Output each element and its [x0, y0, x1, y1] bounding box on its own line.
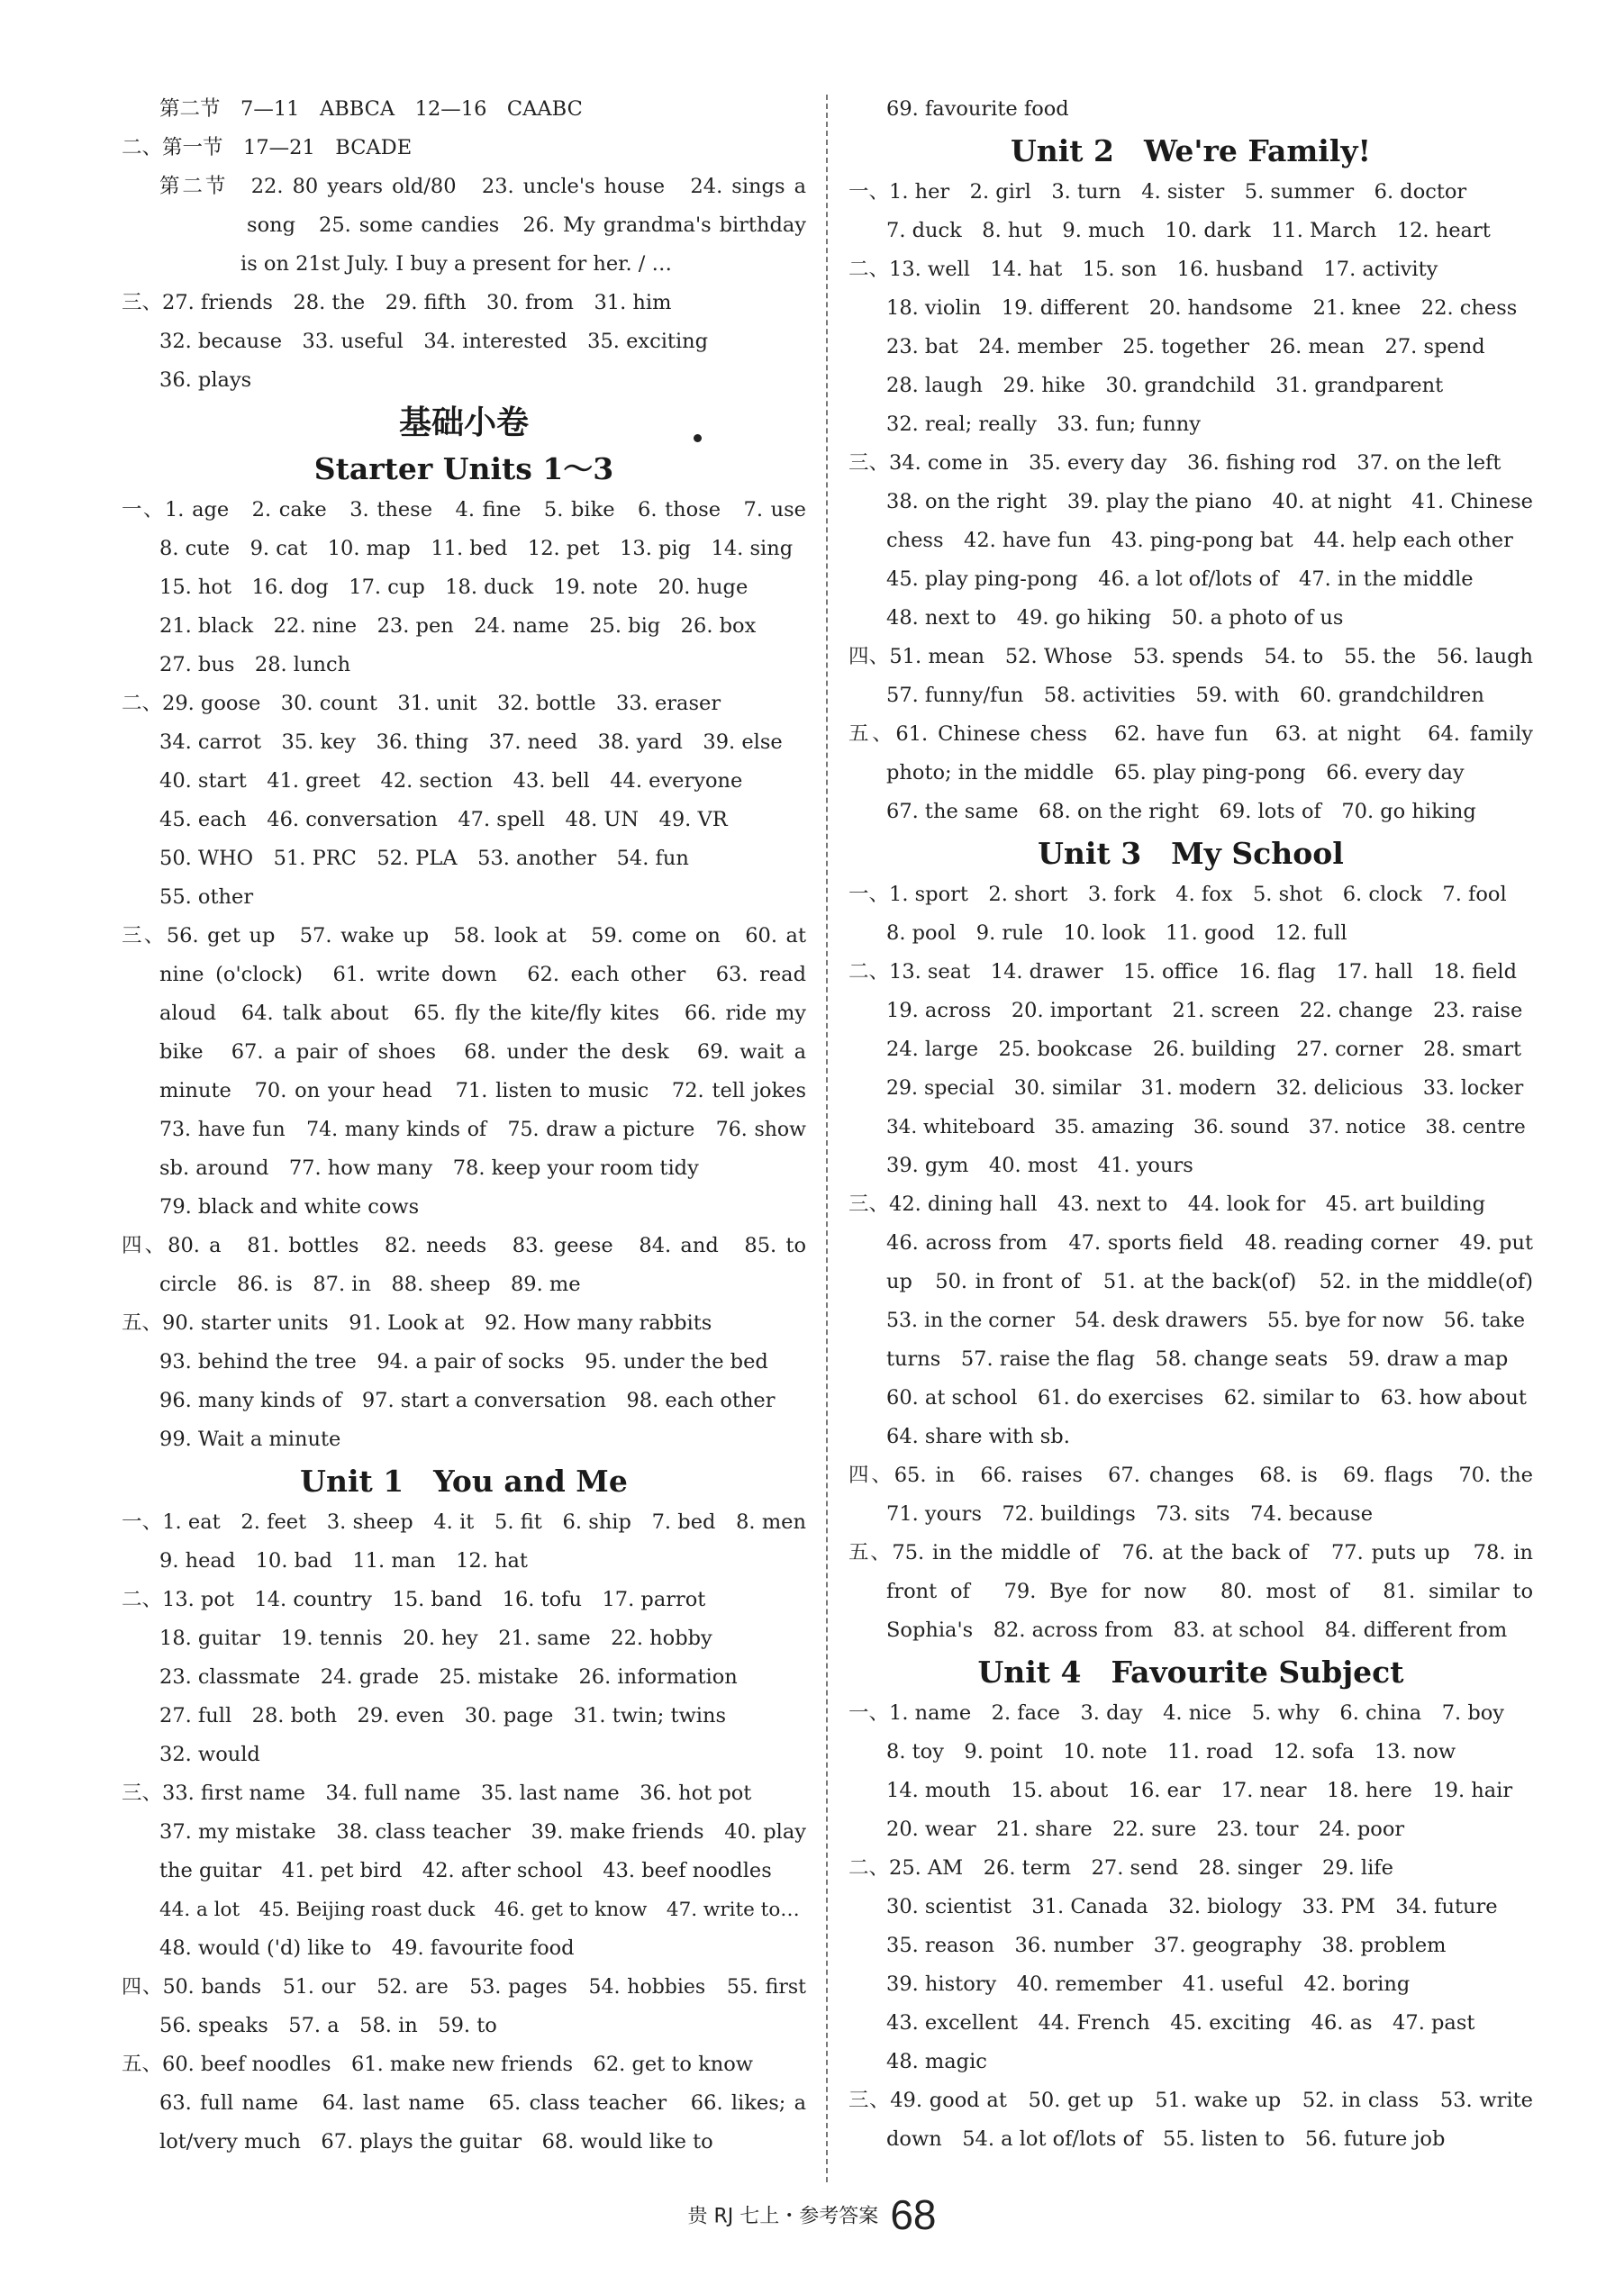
answer-line: 34. whiteboard 35. amazing 36. sound 37. notice 38. centre [886, 1116, 1526, 1138]
answer-line: 二、25. AM 26. term 27. send 28. singer 29. life [848, 1856, 1393, 1880]
answer-line: 二、13. well 14. hat 15. son 16. husband 17. activity [848, 258, 1438, 281]
answer-line: 64. share with sb. [886, 1425, 1070, 1448]
column-divider [826, 95, 828, 2182]
answer-line: 39. history 40. remember 41. useful 42. boring [886, 1972, 1411, 1996]
answer-line: 21. black 22. nine 23. pen 24. name 25. big 26. box [159, 614, 757, 638]
decorative-dot [694, 434, 702, 442]
answer-line: 五、90. starter units 91. Look at 92. How many rabbits [122, 1311, 712, 1335]
answer-line: the guitar 41. pet bird 42. after school 43. beef noodles [159, 1859, 772, 1882]
answer-line: 三、33. first name 34. full name 35. last name 36. hot pot [122, 1782, 752, 1805]
answer-line: 45. each 46. conversation 47. spell 48. UN 49. VR [159, 808, 728, 831]
section-heading: 基础小卷 [398, 404, 529, 441]
answer-line: down 54. a lot of/lots of 55. listen to 56. future job [886, 2127, 1446, 2151]
answer-line: minute 70. on your head 71. listen to music 72. tell jokes [159, 1079, 806, 1102]
answer-line: 48. would ('d) like to 49. favourite food [159, 1936, 575, 1960]
answer-line: 一、1. eat 2. feet 3. sheep 4. it 5. fit 6. ship 7. bed 8. men [122, 1510, 806, 1534]
answer-line: 30. scientist 31. Canada 32. biology 33. PM 34. future [886, 1895, 1498, 1918]
answer-line: 14. mouth 15. about 16. ear 17. near 18. here 19. hair [886, 1779, 1513, 1802]
answer-line: 37. my mistake 38. class teacher 39. make friends 40. play [159, 1820, 806, 1844]
answer-line: turns 57. raise the flag 58. change seats 59. draw a map [886, 1347, 1509, 1371]
answer-line: 一、1. age 2. cake 3. these 4. fine 5. bike 6. those 7. use [122, 498, 806, 521]
answer-line: 40. start 41. greet 42. section 43. bell 44. everyone [159, 769, 743, 793]
answer-line: 20. wear 21. share 22. sure 23. tour 24. poor [886, 1818, 1405, 1841]
answer-line: up 50. in front of 51. at the back(of) 52. in the middle(of) [886, 1270, 1533, 1293]
answer-line: 18. guitar 19. tennis 20. hey 21. same 22. hobby [159, 1627, 712, 1650]
answer-line: 第二节 22. 80 years old/80 23. uncle's house 24. sings a [159, 175, 806, 198]
answer-line: 57. funny/fun 58. activities 59. with 60. grandchildren [886, 684, 1484, 707]
answer-line: 一、1. her 2. girl 3. turn 4. sister 5. summer 6. doctor [848, 180, 1467, 204]
answer-line: front of 79. Bye for now 80. most of 81. similar to [886, 1580, 1533, 1603]
answer-line: 48. magic [886, 2050, 987, 2073]
answer-line: 第二节 7—11 ABBCA 12—16 CAABC [159, 97, 583, 121]
answer-line: circle 86. is 87. in 88. sheep 89. me [159, 1273, 581, 1296]
answer-line: 三、42. dining hall 43. next to 44. look for 45. art building [848, 1192, 1485, 1216]
answer-line: 五、60. beef noodles 61. make new friends 62. get to know [122, 2053, 754, 2076]
answer-line: is on 21st July. I buy a present for her. / … [159, 252, 672, 276]
answer-line: song 25. some candies 26. My grandma's birthday [159, 213, 806, 237]
answer-line: 18. violin 19. different 20. handsome 21. knee 22. chess [886, 296, 1518, 320]
answer-line: 7. duck 8. hut 9. much 10. dark 11. March 12. heart [886, 219, 1491, 242]
answer-line: 8. cute 9. cat 10. map 11. bed 12. pet 13. pig 14. sing [159, 537, 794, 560]
answer-line: 99. Wait a minute [159, 1428, 341, 1451]
answer-line: 44. a lot 45. Beijing roast duck 46. get to know 47. write to… [159, 1899, 800, 1921]
left-column [122, 90, 806, 2162]
answer-line: 15. hot 16. dog 17. cup 18. duck 19. note 20. huge [159, 576, 748, 599]
answer-line: 71. yours 72. buildings 73. sits 74. because [886, 1502, 1374, 1526]
answer-line: 8. toy 9. point 10. note 11. road 12. sofa 13. now [886, 1740, 1456, 1764]
answer-line: 二、第一节 17—21 BCADE [122, 136, 413, 159]
answer-line: 32. because 33. useful 34. interested 35. exciting [159, 330, 709, 353]
answer-line: 56. speaks 57. a 58. in 59. to [159, 2014, 497, 2037]
section-heading: Unit 3 My School [1038, 836, 1344, 871]
answer-line: 63. full name 64. last name 65. class teacher 66. likes; a [159, 2091, 806, 2115]
answer-line: 三、27. friends 28. the 29. fifth 30. from 31. him [122, 291, 672, 314]
answer-line: 23. classmate 24. grade 25. mistake 26. information [159, 1665, 738, 1689]
answer-line: 32. real; really 33. fun; funny [886, 413, 1201, 436]
answer-line: 43. excellent 44. French 45. exciting 46. as 47. past [886, 2011, 1475, 2035]
answer-line: 一、1. sport 2. short 3. fork 4. fox 5. shot 6. clock 7. fool [848, 883, 1507, 906]
answer-line: 四、65. in 66. raises 67. changes 68. is 69. flags 70. the [848, 1464, 1533, 1487]
answer-line: 27. bus 28. lunch [159, 653, 351, 676]
answer-line: 50. WHO 51. PRC 52. PLA 53. another 54. fun [159, 847, 689, 870]
answer-line: 35. reason 36. number 37. geography 38. problem [886, 1934, 1447, 1957]
answer-line: 一、1. name 2. face 3. day 4. nice 5. why 6. china 7. boy [848, 1701, 1504, 1725]
answer-line: 五、61. Chinese chess 62. have fun 63. at night 64. family [848, 722, 1533, 746]
answer-line: 34. carrot 35. key 36. thing 37. need 38. yard 39. else [159, 730, 783, 754]
answer-line: 60. at school 61. do exercises 62. similar to 63. how about [886, 1386, 1527, 1410]
footer-label: 贵 RJ 七上・参考答案 [687, 2205, 879, 2228]
answer-line: 32. would [159, 1743, 260, 1766]
answer-line: 19. across 20. important 21. screen 22. change 23. raise [886, 999, 1523, 1022]
answer-line: 三、56. get up 57. wake up 58. look at 59. come on 60. at [122, 924, 806, 948]
answer-line: photo; in the middle 65. play ping-pong 66. every day [886, 761, 1465, 784]
answer-line: 四、50. bands 51. our 52. are 53. pages 54. hobbies 55. first [122, 1976, 806, 1999]
answer-line: bike 67. a pair of shoes 68. under the desk 69. wait a [159, 1040, 806, 1064]
answer-line: nine (o'clock) 61. write down 62. each other 63. read [159, 963, 806, 986]
answer-line: 二、29. goose 30. count 31. unit 32. bottle 33. eraser [122, 692, 721, 715]
answer-line: 五、75. in the middle of 76. at the back of 77. puts up 78. in [848, 1541, 1533, 1564]
answer-line: 96. many kinds of 97. start a conversation 98. each other [159, 1389, 776, 1412]
answer-line: 二、13. seat 14. drawer 15. office 16. flag 17. hall 18. field [848, 960, 1518, 984]
answer-line: 四、51. mean 52. Whose 53. spends 54. to 55. the 56. laugh [848, 645, 1533, 668]
answer-line: 55. other [159, 885, 254, 909]
answer-line: 8. pool 9. rule 10. look 11. good 12. full [886, 921, 1347, 945]
answer-line: 38. on the right 39. play the piano 40. at night 41. Chinese [886, 490, 1533, 513]
answer-line: 48. next to 49. go hiking 50. a photo of us [886, 606, 1344, 630]
answer-line: lot/very much 67. plays the guitar 68. would like to [159, 2130, 713, 2153]
answer-line: 三、34. come in 35. every day 36. fishing rod 37. on the left [848, 451, 1502, 475]
answer-line: 69. favourite food [886, 97, 1069, 121]
answer-line: Sophia's 82. across from 83. at school 84. different from [886, 1618, 1508, 1642]
right-column [848, 90, 1533, 2159]
answer-line: 45. play ping-pong 46. a lot of/lots of 47. in the middle [886, 567, 1474, 591]
answer-line: 39. gym 40. most 41. yours [886, 1154, 1193, 1177]
section-heading: Starter Units 1～3 [313, 451, 614, 486]
answer-line: 23. bat 24. member 25. together 26. mean 27. spend [886, 335, 1485, 358]
page-number: 68 [890, 2191, 937, 2238]
answer-line: 9. head 10. bad 11. man 12. hat [159, 1549, 528, 1573]
answer-line: 29. special 30. similar 31. modern 32. delicious 33. locker [886, 1077, 1524, 1100]
answer-line: 24. large 25. bookcase 26. building 27. corner 28. smart [886, 1038, 1522, 1061]
answer-line: 93. behind the tree 94. a pair of socks 95. under the bed [159, 1350, 768, 1374]
answer-line: 三、49. good at 50. get up 51. wake up 52. in class 53. write [848, 2089, 1533, 2112]
answer-line: 67. the same 68. on the right 69. lots of 70. go hiking [886, 800, 1476, 823]
answer-line: 46. across from 47. sports field 48. reading corner 49. put [886, 1231, 1533, 1255]
answer-line: 28. laugh 29. hike 30. grandchild 31. grandparent [886, 374, 1444, 397]
answer-line: aloud 64. talk about 65. fly the kite/fly kites 66. ride my [159, 1002, 806, 1025]
answer-line: 27. full 28. both 29. even 30. page 31. twin; twins [159, 1704, 726, 1727]
section-heading: Unit 1 You and Me [300, 1464, 628, 1499]
section-heading: Unit 4 Favourite Subject [977, 1655, 1404, 1690]
section-heading: Unit 2 We're Family! [1011, 133, 1371, 168]
page-footer [0, 2190, 1624, 2239]
answer-line: 73. have fun 74. many kinds of 75. draw a picture 76. show [159, 1119, 806, 1141]
answer-line: chess 42. have fun 43. ping-pong bat 44. help each other [886, 529, 1513, 552]
answer-line: 79. black and white cows [159, 1195, 420, 1219]
answer-line: 四、80. a 81. bottles 82. needs 83. geese 84. and 85. to [122, 1234, 806, 1257]
answer-line: 36. plays [159, 368, 252, 392]
answer-line: 53. in the corner 54. desk drawers 55. bye for now 56. take [886, 1310, 1525, 1332]
answer-line: 二、13. pot 14. country 15. band 16. tofu 17. parrot [122, 1588, 706, 1611]
answer-line: sb. around 77. how many 78. keep your room tidy [159, 1156, 699, 1180]
